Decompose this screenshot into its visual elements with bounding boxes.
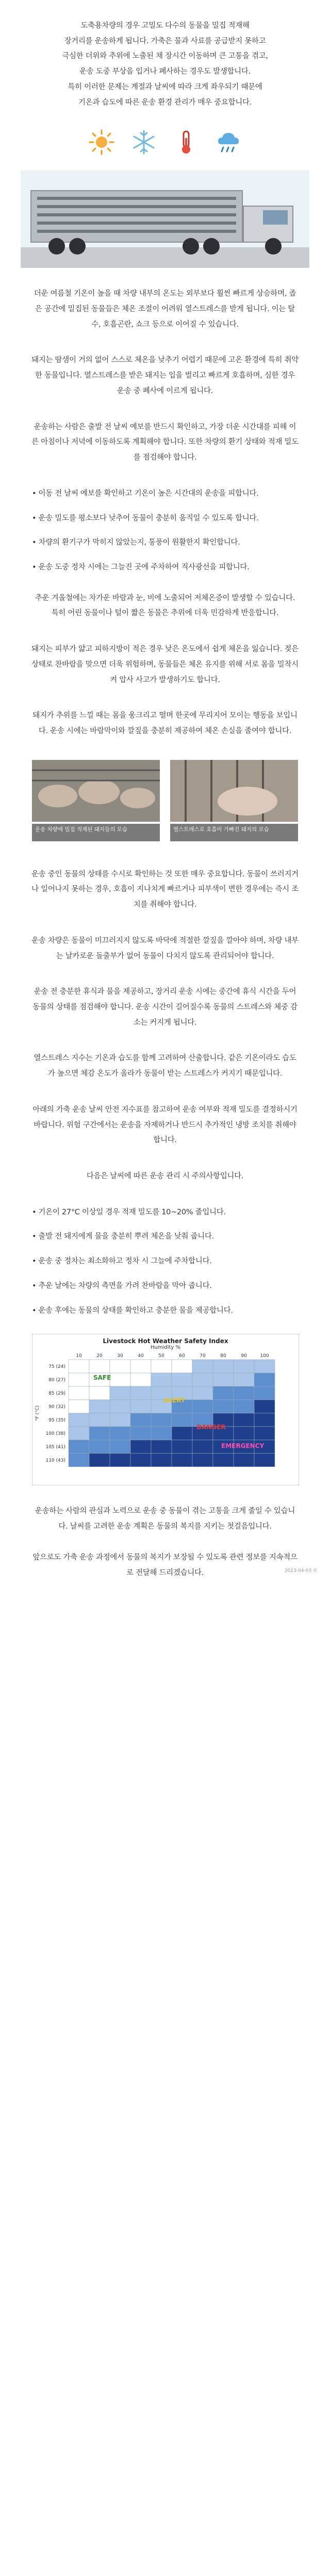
paragraph: 돼지는 피부가 얇고 피하지방이 적은 경우 낮은 온도에서 쉽게 체온을 잃습니다. 젖은 상태로 찬바람을 맞으면 더욱 위험하며, 동물들은 체온 유지를 위해 서로 몸을 밀착시켜 압사 사고가 발생하기도 합니다.	[31, 645, 299, 684]
heatmap-cell	[130, 1360, 151, 1373]
intro-line: 도축용차량의 경우 고밀도 다수의 동물을 밀집 적재해	[80, 22, 250, 30]
heatmap-cell	[172, 1373, 192, 1386]
heatmap-cell	[234, 1400, 254, 1413]
x-tick-label: 50	[158, 1353, 164, 1359]
heatmap-cell	[234, 1427, 254, 1440]
paragraph: 더운 여름철 기온이 높을 때 차량 내부의 온도는 외부보다 훨씬 빠르게 상승하며, 좁은 공간에 밀집된 동물들은 체온 조절이 어려워 열스트레스를 받게 됩니다. 이는 탈수, 호흡곤란, 쇼크 등으로 이어질 수 있습니다.	[34, 290, 296, 329]
heatmap-cell	[130, 1427, 151, 1440]
y-tick-label: 75 (24)	[48, 1364, 65, 1370]
heatmap-cell	[89, 1360, 110, 1373]
heatmap-cell	[89, 1386, 110, 1400]
heatmap-cell	[89, 1413, 110, 1427]
heatmap-cell	[130, 1400, 151, 1413]
x-tick-label: 30	[117, 1353, 123, 1359]
y-tick-label: 105 (41)	[45, 1445, 65, 1450]
heatmap-cell	[69, 1373, 89, 1386]
heatmap-cell	[192, 1386, 213, 1400]
heatmap-cell	[110, 1427, 130, 1440]
heatmap-cell	[89, 1400, 110, 1413]
y-axis-label: °F (°C)	[35, 1405, 40, 1421]
heatmap-cell	[151, 1427, 172, 1440]
closing-text	[0, 1504, 330, 1581]
zone-label: ALERT	[163, 1397, 186, 1404]
heatmap-cell	[151, 1413, 172, 1427]
heatmap-cell	[110, 1413, 130, 1427]
heatmap-cell	[192, 1373, 213, 1386]
chart-xlabel: Humidity %	[150, 1345, 181, 1351]
photo-pig-heat	[170, 760, 298, 841]
heatmap-cell	[151, 1440, 172, 1453]
zone-label: SAFE	[93, 1374, 111, 1382]
paragraph: 열스트레스 지수는 기온과 습도를 함께 고려하여 산출합니다. 같은 기온이라도 습도가 높으면 체감 온도가 올라가 동물이 받는 스트레스가 커지기 때문입니다.	[34, 1054, 296, 1078]
heatmap-cell	[192, 1453, 213, 1467]
bullet-item: • 추운 날에는 차량의 측면을 가려 찬바람을 막아 줍니다.	[32, 1281, 212, 1290]
section-winter	[0, 591, 330, 739]
paragraph: 운송하는 사람은 출발 전 날씨 예보를 반드시 확인하고, 가장 더운 시간대를 피해 이른 아침이나 저녁에 이동하도록 계획해야 합니다. 또한 차량의 환기 상태와 적재 밀도를 점검해야 합니다.	[31, 422, 299, 462]
paragraph: 앞으로도 가축 운송 과정에서 동물의 복지가 보장될 수 있도록 관련 정보를 지속적으로 전달해 드리겠습니다.	[32, 1553, 298, 1577]
chart-title: Livestock Hot Weather Safety Index	[103, 1337, 228, 1345]
bullet-item: • 이동 전 날씨 예보를 확인하고 기온이 높은 시간대의 운송을 피합니다.	[32, 489, 259, 498]
heatmap-cell	[110, 1440, 130, 1453]
y-tick-label: 85 (29)	[48, 1391, 65, 1397]
heatmap-cell	[213, 1360, 234, 1373]
heatmap-cell	[89, 1427, 110, 1440]
paragraph: 돼지는 땀샘이 거의 없어 스스로 체온을 낮추기 어렵기 때문에 고온 환경에 특히 취약한 동물입니다. 열스트레스를 받은 돼지는 입을 벌리고 빠르게 호흡하며, 심한 경우 운송 중 폐사에 이르게 됩니다.	[31, 356, 299, 395]
pigs-in-truck-image	[32, 760, 160, 822]
intro-line: 기온과 습도에 따른 운송 환경 관리가 매우 중요합니다.	[78, 98, 252, 107]
x-tick-label: 20	[96, 1353, 103, 1359]
paragraph: 다음은 날씨에 따른 운송 관리 시 주의사항입니다.	[86, 1172, 244, 1181]
section-monitoring	[0, 867, 330, 1184]
y-tick-label: 110 (43)	[45, 1458, 65, 1464]
y-tick-label: 95 (35)	[48, 1418, 65, 1423]
x-tick-label: 90	[241, 1353, 247, 1359]
bullet-item: • 출발 전 돼지에게 물을 충분히 뿌려 체온을 낮춰 줍니다.	[32, 1232, 214, 1241]
heatmap-cell	[130, 1453, 151, 1467]
x-tick-label: 40	[138, 1353, 144, 1359]
heatmap-cell	[234, 1373, 254, 1386]
paragraph: 추운 겨울철에는 차가운 바람과 눈, 비에 노출되어 저체온증이 발생할 수 있습니다. 특히 어린 동물이나 털이 짧은 동물은 추위에 더욱 민감하게 반응합니다.	[35, 594, 295, 618]
heatmap-cell	[234, 1413, 254, 1427]
heatmap-cell	[192, 1440, 213, 1453]
intro-line: 장거리를 운송하게 됩니다. 가축은 물과 사료를 공급받지 못하고	[64, 37, 266, 45]
intro-line: 극심한 더위와 추위에 노출된 채 장시간 이동하며 큰 고통을 겪고,	[62, 52, 268, 61]
safety-index-chart-wrap	[0, 1334, 330, 1485]
heatmap-cell	[110, 1360, 130, 1373]
heatmap-cell	[69, 1427, 89, 1440]
paragraph: 아래의 가축 운송 날씨 안전 지수표를 참고하여 운송 여부와 적재 밀도를 결정하시기 바랍니다. 위험 구간에서는 운송을 자제하거나 반드시 추가적인 냉방 조치를 취해야 합니다.	[32, 1105, 298, 1145]
sun-icon	[87, 128, 116, 157]
intro-line: 운송 도중 부상을 입거나 폐사하는 경우도 발생합니다.	[79, 67, 251, 76]
livestock-truck-image	[21, 170, 309, 268]
heatmap-cell	[172, 1360, 192, 1373]
heatmap-cell	[69, 1360, 89, 1373]
heatmap-cell	[234, 1386, 254, 1400]
y-tick-label: 80 (27)	[48, 1378, 65, 1383]
heatmap-cell	[172, 1453, 192, 1467]
heatmap-svg	[32, 1350, 298, 1479]
heatmap-cell	[130, 1413, 151, 1427]
section-summer	[0, 286, 330, 465]
heatmap-cell	[110, 1373, 130, 1386]
heatmap-cell	[172, 1440, 192, 1453]
heatmap-cell	[89, 1453, 110, 1467]
bullet-item: • 운송 후에는 동물의 상태를 확인하고 충분한 물을 제공합니다.	[32, 1306, 233, 1315]
bullet-item: • 운송 도중 정차 시에는 그늘진 곳에 주차하여 직사광선을 피합니다.	[32, 563, 250, 571]
heatmap-cell	[172, 1413, 192, 1427]
heatmap-cell	[69, 1400, 89, 1413]
heatmap-cell	[151, 1360, 172, 1373]
caution-bullet-list	[0, 1205, 330, 1319]
snowflake-icon	[129, 128, 158, 157]
heatmap-cell	[130, 1373, 151, 1386]
photo-pigs-truck	[32, 760, 160, 841]
zone-label: EMERGENCY	[221, 1442, 265, 1450]
x-tick-label: 10	[76, 1353, 82, 1359]
heatmap-cell	[213, 1373, 234, 1386]
paragraph: 운송 차량은 동물이 미끄러지지 않도록 바닥에 적절한 깔짚을 깔아야 하며, 차량 내부는 날카로운 돌출부가 없어 동물이 다치지 않도록 관리되어야 합니다.	[31, 936, 299, 960]
heatmap-cell	[254, 1413, 275, 1427]
heatmap-cell	[130, 1440, 151, 1453]
heatmap-cell	[234, 1453, 254, 1467]
heatmap-cell	[110, 1453, 130, 1467]
heatmap-cell	[192, 1400, 213, 1413]
stressed-pig-image	[170, 760, 298, 822]
bullet-item: • 기온이 27°C 이상일 경우 적재 밀도를 10~20% 줄입니다.	[32, 1208, 226, 1216]
intro-text	[0, 0, 330, 115]
weather-icon-row	[0, 115, 330, 166]
heatmap-cell	[130, 1386, 151, 1400]
date-stamp: 2023-04-03 ©	[284, 1568, 318, 1574]
bullet-item: • 운송 밀도를 평소보다 낮추어 동물이 충분히 움직일 수 있도록 합니다.	[32, 514, 259, 522]
heatmap-cell	[172, 1427, 192, 1440]
zone-label: DANGER	[196, 1423, 226, 1431]
heatmap-cell	[151, 1373, 172, 1386]
heatmap-cell	[192, 1360, 213, 1373]
heatmap-cell	[69, 1453, 89, 1467]
heatmap-cell	[110, 1400, 130, 1413]
x-tick-label: 60	[179, 1353, 185, 1359]
heatmap-cell	[254, 1453, 275, 1467]
heatmap-cell	[254, 1427, 275, 1440]
heatmap-cell	[89, 1440, 110, 1453]
paragraph: 운송 중인 동물의 상태를 수시로 확인하는 것 또한 매우 중요합니다. 동물이 쓰러지거나 일어나지 못하는 경우, 호흡이 지나치게 빠르거나 피부색이 변한 경우에는 즉시 조치를 취해야 합니다.	[31, 870, 299, 909]
y-tick-label: 100 (38)	[45, 1431, 65, 1437]
heatmap-cell	[213, 1400, 234, 1413]
heatmap-cell	[110, 1386, 130, 1400]
x-tick-label: 100	[260, 1353, 269, 1359]
heatmap-cell	[69, 1386, 89, 1400]
bullet-item: • 차량의 환기구가 막히지 않았는지, 통풍이 원활한지 확인합니다.	[32, 538, 240, 547]
x-tick-label: 70	[200, 1353, 206, 1359]
heatmap-cell	[254, 1360, 275, 1373]
y-tick-label: 90 (32)	[48, 1404, 65, 1410]
safety-index-chart	[32, 1334, 299, 1485]
photo-caption: 운송 차량에 밀집 적재된 돼지들의 모습	[32, 824, 160, 841]
photo-row	[0, 760, 330, 841]
heatmap-cell	[69, 1413, 89, 1427]
heatmap-cell	[151, 1453, 172, 1467]
rain-cloud-icon	[214, 128, 243, 157]
paragraph: 돼지가 추위를 느낄 때는 몸을 웅크리고 떨며 한곳에 무리지어 모이는 행동을 보입니다. 운송 시에는 바람막이와 깔짚을 충분히 제공하여 체온 손실을 줄여야 합니다.	[32, 711, 298, 735]
intro-line: 특히 이러한 문제는 계절과 날씨에 따라 크게 좌우되기 때문에	[68, 82, 262, 91]
paragraph: 운송하는 사람의 관심과 노력으로 운송 중 동물이 겪는 고통을 크게 줄일 수 있습니다. 날씨를 고려한 운송 계획은 동물의 복지를 지키는 첫걸음입니다.	[35, 1507, 295, 1531]
summer-bullet-list	[0, 486, 330, 575]
heatmap-cell	[234, 1360, 254, 1373]
bullet-item: • 운송 중 정차는 최소화하고 정차 시 그늘에 주차합니다.	[32, 1257, 212, 1266]
heatmap-cell	[254, 1400, 275, 1413]
heatmap-cell	[213, 1386, 234, 1400]
heatmap-cell	[213, 1453, 234, 1467]
heatmap-cell	[254, 1373, 275, 1386]
thermometer-icon	[172, 128, 201, 157]
paragraph: 운송 전 충분한 휴식과 물을 제공하고, 장거리 운송 시에는 중간에 휴식 시간을 두어 동물의 상태를 점검해야 합니다. 운송 시간이 길어질수록 동물의 스트레스와 체중 감소는 커지게 됩니다.	[32, 988, 298, 1027]
photo-caption: 열스트레스로 호흡이 가빠진 돼지의 모습	[170, 824, 298, 841]
heatmap-cell	[254, 1386, 275, 1400]
heatmap-cell	[69, 1440, 89, 1453]
x-tick-label: 80	[220, 1353, 226, 1359]
